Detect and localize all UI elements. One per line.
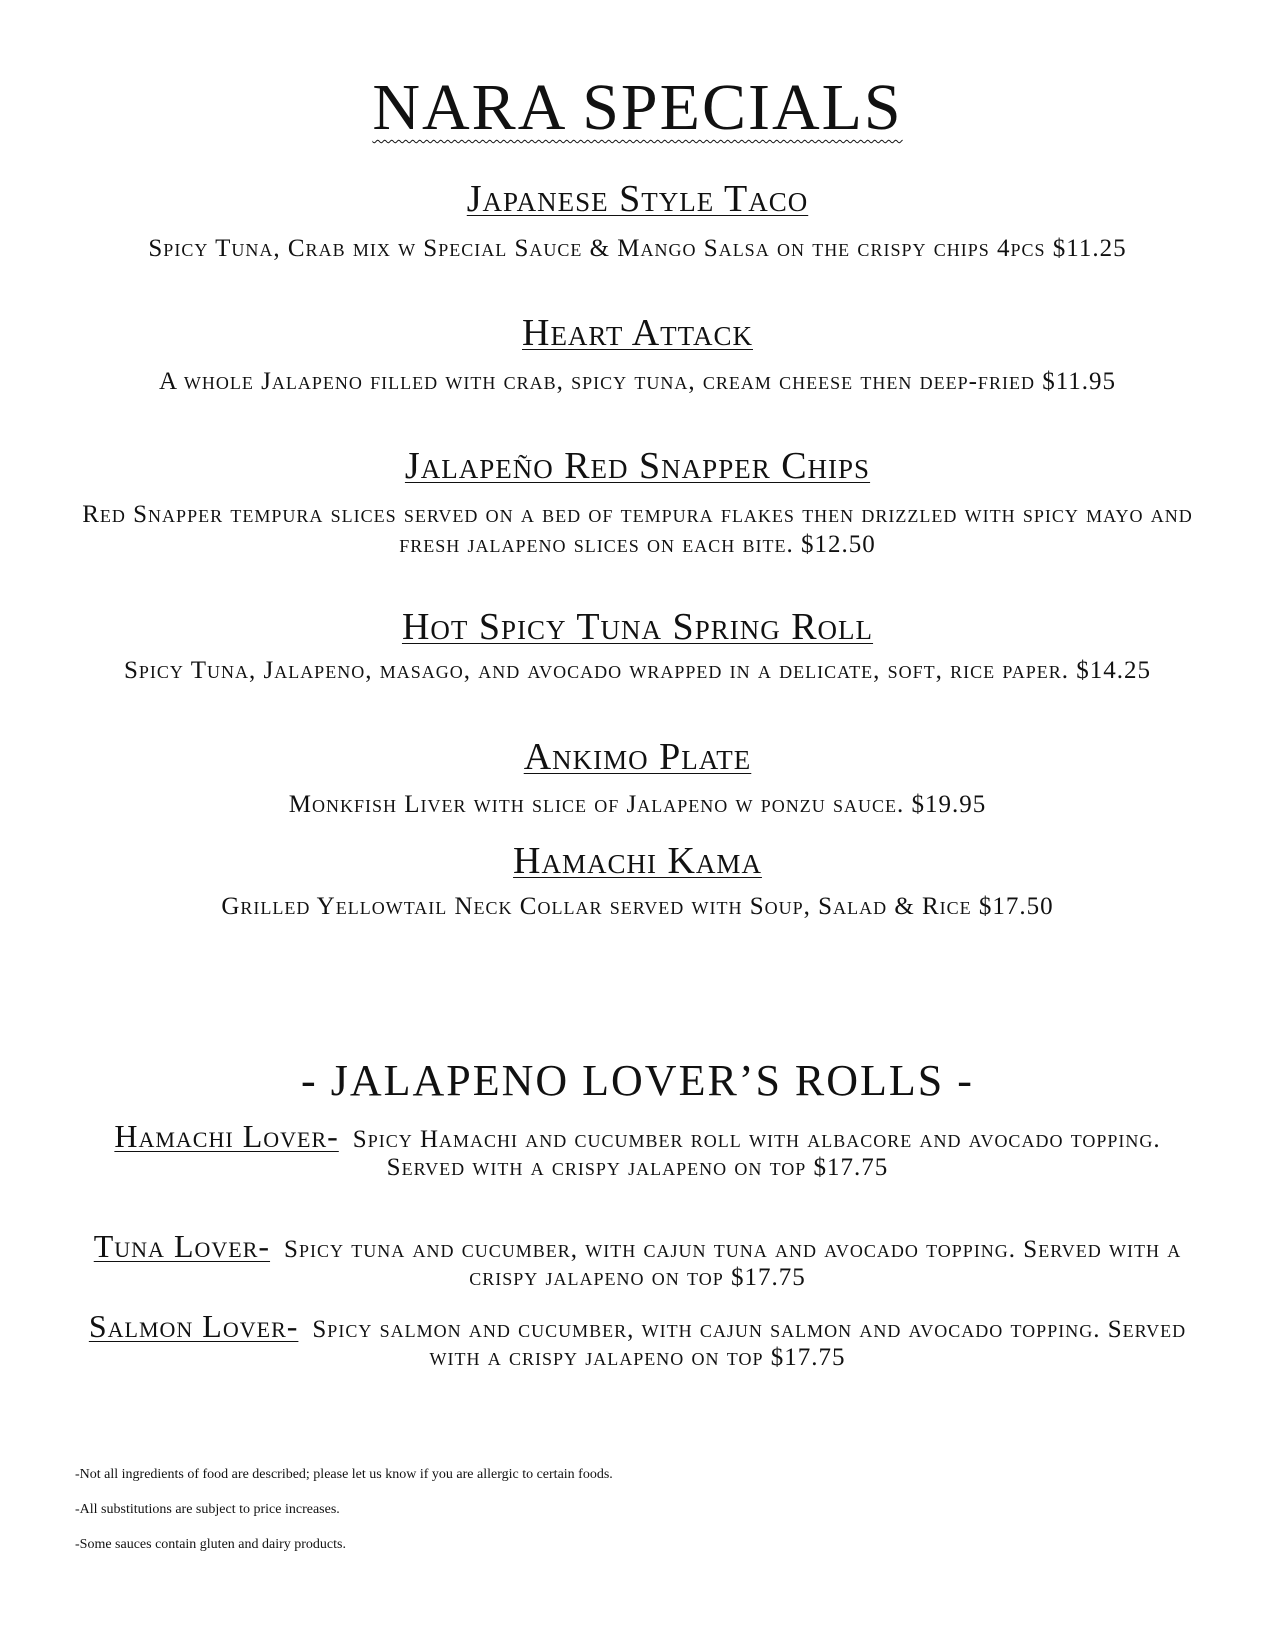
footnotes [75,1466,613,1571]
item-name-heart-attack: Heart Attack [522,312,753,354]
roll-description-salmon-lover: Spicy salmon and cucumber, with cajun salmon and avocado topping. Served with a crispy jalapeno on top $17.75 [312,1316,1187,1371]
page-title-text: NARA SPECIALS [372,71,903,144]
roll-hamachi-lover [80,1118,1195,1182]
item-description-hamachi-kama: Grilled Yellowtail Neck Collar served with Soup, Salad & Rice $17.50 [221,893,1054,920]
item-description-hot-spicy-tuna-spring-roll: Spicy Tuna, Jalapeno, masago, and avocado wrapped in a delicate, soft, rice paper. $14.25 [123,657,1151,684]
item-description-japanese-style-taco: Spicy Tuna, Crab mix w Special Sauce & Mango Salsa on the crispy chips 4pcs $11.25 [148,235,1127,262]
roll-name-tuna-lover: Tuna Lover- [93,1228,271,1264]
page-title [0,70,1275,146]
note-gluten-dairy: -Some sauces contain gluten and dairy products. [75,1537,346,1552]
item-name-hamachi-kama: Hamachi Kama [513,840,762,882]
item-description-ankimo-plate: Monkfish Liver with slice of Jalapeno w ponzu sauce. $19.95 [288,791,987,818]
item-name-japanese-style-taco: Japanese Style Taco [466,178,809,220]
item-name-ankimo-plate: Ankimo Plate [523,736,752,778]
roll-tuna-lover [80,1228,1195,1292]
roll-salmon-lover [80,1308,1195,1372]
roll-description-tuna-lover: Spicy tuna and cucumber, with cajun tuna and avocado topping. Served with a crispy jalapeno on top $17.75 [284,1236,1182,1291]
note-allergy: -Not all ingredients of food are described; please let us know if you are allergic to certain foods. [75,1467,613,1482]
item-name-jalapeno-red-snapper-chips: Jalapeño Red Snapper Chips [404,445,871,487]
roll-name-salmon-lover: Salmon Lover- [88,1308,299,1344]
roll-name-hamachi-lover: Hamachi Lover- [114,1118,339,1154]
item-description-heart-attack: A whole Jalapeno filled with crab, spicy tuna, cream cheese then deep-fried $11.95 [158,368,1117,395]
item-name-hot-spicy-tuna-spring-roll: Hot Spicy Tuna Spring Roll [401,606,874,648]
note-substitutions: -All substitutions are subject to price increases. [75,1502,340,1517]
roll-description-hamachi-lover: Spicy Hamachi and cucumber roll with albacore and avocado topping. Served with a crispy jalapeno on top $17.75 [352,1126,1161,1181]
item-description-jalapeno-red-snapper-chips: Red Snapper tempura slices served on a bed of tempura flakes then drizzled with spicy mayo and fresh jalapeno slices on each bite. $12.50 [82,501,1193,558]
rolls-section-title: - JALAPENO LOVER’S ROLLS - [301,1056,974,1105]
